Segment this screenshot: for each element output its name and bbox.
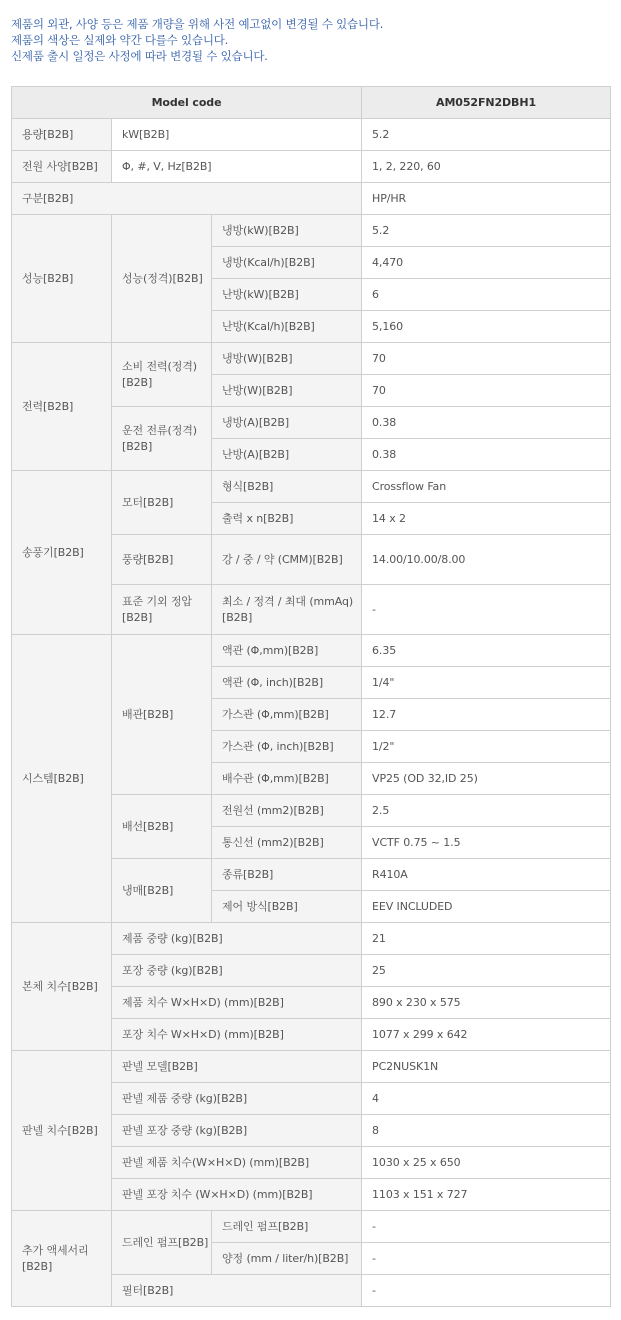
notice-line: 신제품 출시 일정은 사정에 따라 변경될 수 있습니다.	[11, 49, 268, 63]
row-value: 4,470	[362, 247, 611, 279]
power-spec-value: 1, 2, 220, 60	[362, 151, 611, 183]
row-label: 출력 x n[B2B]	[212, 503, 362, 535]
refrigerant-label: 냉매[B2B]	[112, 859, 212, 923]
row-label: 판넬 포장 치수 (W×H×D) (mm)[B2B]	[112, 1179, 362, 1211]
row-label: 액관 (Φ, inch)[B2B]	[212, 667, 362, 699]
row-label: 난방(kW)[B2B]	[212, 279, 362, 311]
row-label: 배수관 (Φ,mm)[B2B]	[212, 763, 362, 795]
row-value: Crossflow Fan	[362, 471, 611, 503]
motor-label: 모터[B2B]	[112, 471, 212, 535]
power-spec-unit: Φ, #, V, Hz[B2B]	[112, 151, 362, 183]
fan-label: 송풍기[B2B]	[12, 471, 112, 635]
row-label: 냉방(A)[B2B]	[212, 407, 362, 439]
row-label: 드레인 펌프[B2B]	[212, 1211, 362, 1243]
row-label: 포장 치수 W×H×D) (mm)[B2B]	[112, 1019, 362, 1051]
drain-pump-label: 드레인 펌프[B2B]	[112, 1211, 212, 1275]
row-label: 제어 방식[B2B]	[212, 891, 362, 923]
row-value: 5,160	[362, 311, 611, 343]
row-value: 890 x 230 x 575	[362, 987, 611, 1019]
table-row	[12, 1211, 611, 1243]
row-label: 난방(A)[B2B]	[212, 439, 362, 471]
row-label: 제품 중량 (kg)[B2B]	[112, 923, 362, 955]
row-label: 판넬 제품 치수(W×H×D) (mm)[B2B]	[112, 1147, 362, 1179]
row-value: 0.38	[362, 439, 611, 471]
type-value: HP/HR	[362, 183, 611, 215]
table-row	[12, 923, 611, 955]
accessory-label: 추가 액세서리[B2B]	[12, 1211, 112, 1307]
row-label: 판넬 제품 중량 (kg)[B2B]	[112, 1083, 362, 1115]
table-row	[12, 1051, 611, 1083]
performance-label: 성능[B2B]	[12, 215, 112, 343]
table-row	[12, 151, 611, 183]
row-value: 6.35	[362, 635, 611, 667]
row-value: 2.5	[362, 795, 611, 827]
row-value: PC2NUSK1N	[362, 1051, 611, 1083]
row-value: 70	[362, 375, 611, 407]
body-label: 본체 치수[B2B]	[12, 923, 112, 1051]
panel-label: 판넬 치수[B2B]	[12, 1051, 112, 1211]
row-label: 가스관 (Φ, inch)[B2B]	[212, 731, 362, 763]
row-value: 5.2	[362, 215, 611, 247]
table-row	[12, 471, 611, 503]
row-label: 냉방(kW)[B2B]	[212, 215, 362, 247]
row-value: 70	[362, 343, 611, 375]
static-pressure-label: 표준 기외 정압[B2B]	[112, 585, 212, 635]
row-value: 4	[362, 1083, 611, 1115]
table-row	[12, 635, 611, 667]
row-label: 형식[B2B]	[212, 471, 362, 503]
capacity-unit: kW[B2B]	[112, 119, 362, 151]
table-row	[12, 343, 611, 375]
row-value: 6	[362, 279, 611, 311]
row-label: 냉방(Kcal/h)[B2B]	[212, 247, 362, 279]
static-pressure-sublabel: 최소 / 정격 / 최대 (mmAq)[B2B]	[212, 585, 362, 635]
model-code-value: AM052FN2DBH1	[362, 87, 611, 119]
airflow-sublabel: 강 / 중 / 약 (CMM)[B2B]	[212, 535, 362, 585]
row-label: 전원선 (mm2)[B2B]	[212, 795, 362, 827]
performance-sub-label: 성능(정격)[B2B]	[112, 215, 212, 343]
capacity-label: 용량[B2B]	[12, 119, 112, 151]
capacity-value: 5.2	[362, 119, 611, 151]
filter-label: 필터[B2B]	[112, 1275, 362, 1307]
current-label: 운전 전류(정격)[B2B]	[112, 407, 212, 471]
row-value: 1077 x 299 x 642	[362, 1019, 611, 1051]
power-spec-label: 전원 사양[B2B]	[12, 151, 112, 183]
table-row	[12, 119, 611, 151]
row-value: EEV INCLUDED	[362, 891, 611, 923]
notice-block	[11, 16, 611, 64]
header-row	[12, 87, 611, 119]
row-label: 포장 중량 (kg)[B2B]	[112, 955, 362, 987]
row-label: 판넬 포장 중량 (kg)[B2B]	[112, 1115, 362, 1147]
spec-table	[11, 86, 611, 1307]
row-value: 25	[362, 955, 611, 987]
row-value: 1/4"	[362, 667, 611, 699]
static-pressure-value: -	[362, 585, 611, 635]
electric-label: 전력[B2B]	[12, 343, 112, 471]
filter-value: -	[362, 1275, 611, 1307]
consumption-label: 소비 전력(정격)[B2B]	[112, 343, 212, 407]
row-value: R410A	[362, 859, 611, 891]
row-value: 1030 x 25 x 650	[362, 1147, 611, 1179]
row-value: -	[362, 1243, 611, 1275]
notice-line: 제품의 외관, 사양 등은 제품 개량을 위해 사전 예고없이 변경될 수 있습니다.	[11, 17, 384, 31]
row-value: 8	[362, 1115, 611, 1147]
row-label: 판넬 모델[B2B]	[112, 1051, 362, 1083]
row-label: 액관 (Φ,mm)[B2B]	[212, 635, 362, 667]
row-label: 양정 (mm / liter/h)[B2B]	[212, 1243, 362, 1275]
row-label: 제품 치수 W×H×D) (mm)[B2B]	[112, 987, 362, 1019]
row-value: -	[362, 1211, 611, 1243]
table-row	[12, 183, 611, 215]
airflow-value: 14.00/10.00/8.00	[362, 535, 611, 585]
wiring-label: 배선[B2B]	[112, 795, 212, 859]
row-label: 난방(Kcal/h)[B2B]	[212, 311, 362, 343]
type-label: 구분[B2B]	[12, 183, 362, 215]
row-value: VP25 (OD 32,ID 25)	[362, 763, 611, 795]
model-code-label: Model code	[12, 87, 362, 119]
row-value: 0.38	[362, 407, 611, 439]
row-label: 통신선 (mm2)[B2B]	[212, 827, 362, 859]
row-value: 1/2"	[362, 731, 611, 763]
table-row	[12, 215, 611, 247]
system-label: 시스템[B2B]	[12, 635, 112, 923]
row-value: 21	[362, 923, 611, 955]
row-value: 1103 x 151 x 727	[362, 1179, 611, 1211]
row-value: 14 x 2	[362, 503, 611, 535]
row-label: 가스관 (Φ,mm)[B2B]	[212, 699, 362, 731]
row-value: VCTF 0.75 ~ 1.5	[362, 827, 611, 859]
row-label: 종류[B2B]	[212, 859, 362, 891]
row-value: 12.7	[362, 699, 611, 731]
row-label: 냉방(W)[B2B]	[212, 343, 362, 375]
piping-label: 배관[B2B]	[112, 635, 212, 795]
airflow-label: 풍량[B2B]	[112, 535, 212, 585]
notice-line: 제품의 색상은 실제와 약간 다를수 있습니다.	[11, 33, 229, 47]
row-label: 난방(W)[B2B]	[212, 375, 362, 407]
